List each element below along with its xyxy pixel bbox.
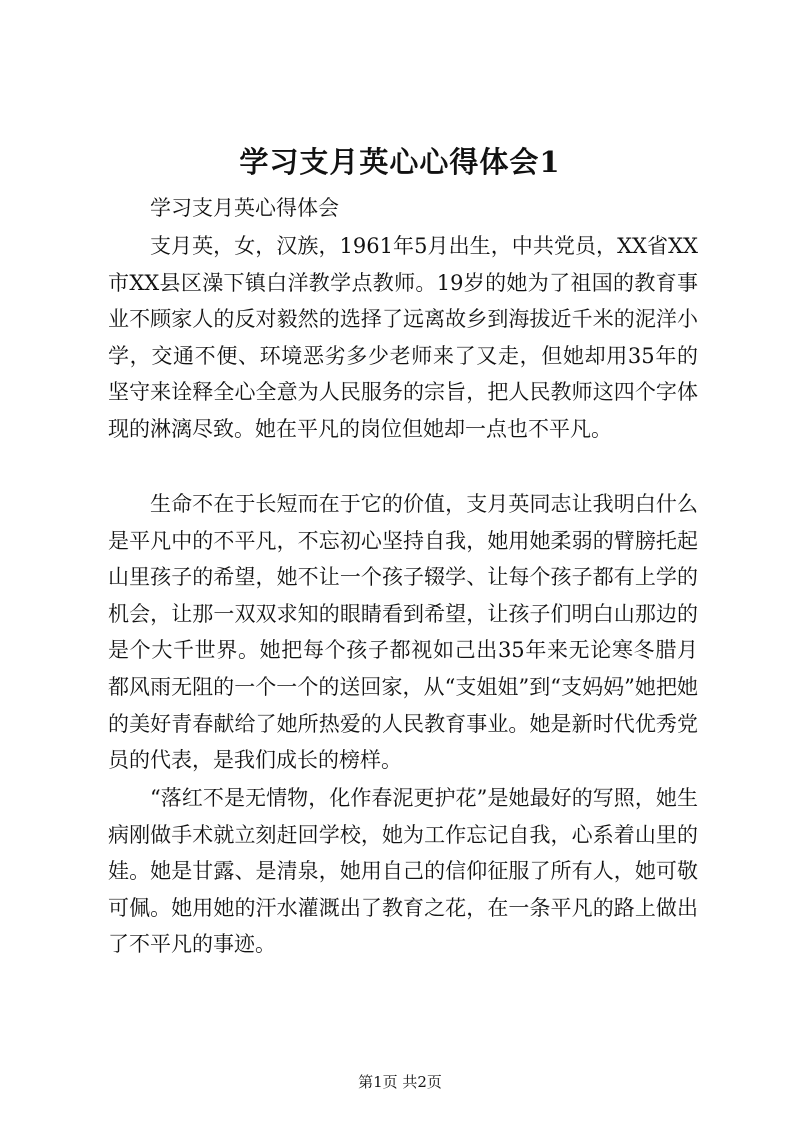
document-title: 学习支月英心心得体会1 — [239, 145, 561, 179]
paragraph-3: “落红不是无情物，化作春泥更护花”是她最好的写照，她生病刚做手术就立刻赶回学校，她为工作忘记自我，心系着山里的娃。她是甘露、是清泉，她用自己的信仰征服了所有人，她可敬可佩。她用她的汗水灌溉出了教育之花，在一条平凡的路上做出了不平凡的事迹。 — [108, 786, 698, 957]
document-subtitle: 学习支月英心得体会 — [150, 196, 339, 220]
page-number-footer: 第1页 共2页 — [358, 1073, 442, 1091]
paragraph-2: 生命不在于长短而在于它的价值，支月英同志让我明白什么是平凡中的不平凡，不忘初心坚持自我，她用她柔弱的臂膀托起山里孩子的希望，她不让一个孩子辍学、让每个孩子都有上学的机会，让那一双双求知的眼睛看到希望，让孩子们明白山那边的是个大千世界。她把每个孩子都视如己出35年来无论寒冬腊月都风雨无阻的一个一个的送回家，从“支姐姐”到“支妈妈”她把她的美好青春献给了她所热爱的人民教育事业。她是新时代优秀党员的代表，是我们成长的榜样。 — [108, 492, 698, 773]
paragraph-1: 支月英，女，汉族，1961年5月出生，中共党员，XX省XX市XX县区澡下镇白洋教学点教师。19岁的她为了祖国的教育事业不顾家人的反对毅然的选择了远离故乡到海拔近千米的泥洋小学，交通不便、环境恶劣多少老师来了又走，但她却用35年的坚守来诠释全心全意为人民服务的宗旨，把人民教师这四个字体现的淋漓尽致。她在平凡的岗位但她却一点也不平凡。 — [108, 234, 698, 441]
